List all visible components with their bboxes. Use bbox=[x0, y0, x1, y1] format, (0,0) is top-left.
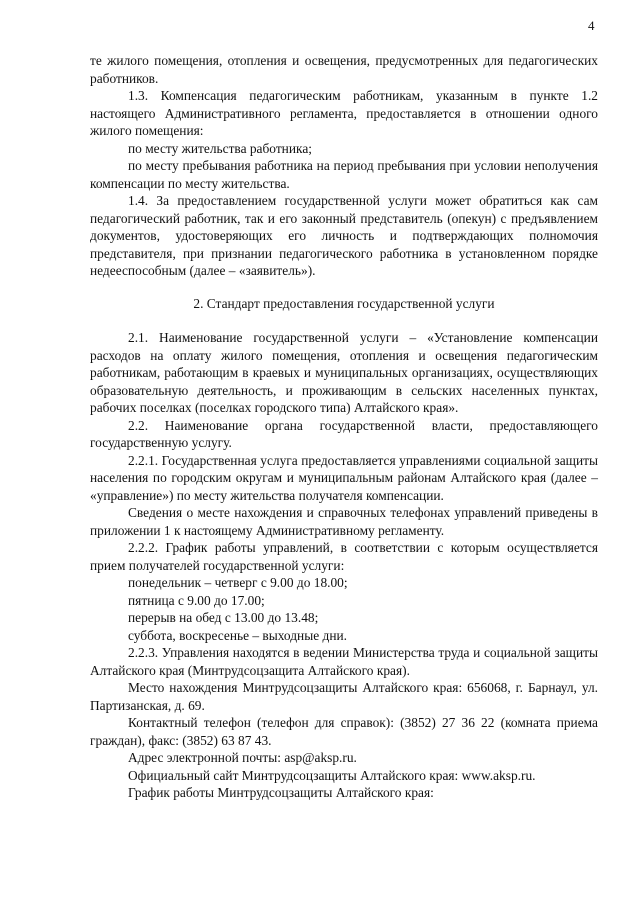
paragraph: 2.1. Наименование государственной услуги – «Установление компенсации расходов на оплату жилого помещения, отопления и освещения педагогическим работникам, работающим в краевых и муниципальных организациях, осуществляющих образовательную деятельность, и проживающим в сельских населенных пунктах, рабочих поселках (поселках городского типа) Алтайского края». bbox=[90, 330, 598, 415]
schedule-line: суббота, воскресенье – выходные дни. bbox=[128, 627, 347, 643]
paragraph: 2.2.3. Управления находятся в ведении Министерства труда и социальной защиты Алтайского края (Минтрудсоцзащита Алтайского края). bbox=[90, 645, 598, 678]
schedule-line: понедельник – четверг с 9.00 до 18.00; bbox=[128, 575, 348, 590]
section-heading: 2. Стандарт предоставления государственной услуги bbox=[193, 295, 495, 311]
paragraph: 1.4. За предоставлением государственной услуги может обратиться как сам педагогический работник, так и его законный представитель (опекун) с предъявлением документов, удостоверяющих его личность и подтверждающих полномочия представителя, при признании педагогического работника в установленном порядке недееспособным (далее – «заявитель»). bbox=[90, 193, 598, 278]
document-body bbox=[90, 52, 598, 802]
address-paragraph: Место нахождения Минтрудсоцзащиты Алтайского края: 656068, г. Барнаул, ул. Партизанская, д. 69. bbox=[90, 680, 598, 713]
paragraph: 2.2.1. Государственная услуга предоставляется управлениями социальной защиты населения по городским округам и муниципальным районам Алтайского края (далее – «управление») по месту жительства получателя компенсации. bbox=[90, 452, 598, 503]
paragraph: по месту пребывания работника на период пребывания при условии неполучения компенсации по месту жительства. bbox=[90, 158, 598, 191]
phone-paragraph: Контактный телефон (телефон для справок): (3852) 27 36 22 (комната приема граждан), факс: (3852) 63 87 43. bbox=[90, 715, 598, 748]
paragraph: те жилого помещения, отопления и освещения, предусмотренных для педагогических работников. bbox=[90, 53, 598, 86]
email-paragraph: Адрес электронной почты: asp@aksp.ru. bbox=[128, 750, 357, 765]
website-paragraph: Официальный сайт Минтрудсоцзащиты Алтайского края: www.aksp.ru. bbox=[128, 767, 536, 783]
paragraph: 2.2. Наименование органа государственной власти, предоставляющего государственную услугу. bbox=[90, 417, 598, 450]
page-number: 4 bbox=[588, 18, 595, 33]
schedule-line: пятница с 9.00 до 17.00; bbox=[128, 592, 265, 608]
paragraph: Сведения о месте нахождения и справочных телефонах управлений приведены в приложении 1 к настоящему Административному регламенту. bbox=[90, 505, 598, 538]
paragraph: График работы Минтрудсоцзащиты Алтайского края: bbox=[128, 785, 434, 800]
paragraph: 1.3. Компенсация педагогическим работникам, указанным в пункте 1.2 настоящего Административного регламента, предоставляется в отношении одного жилого помещения: bbox=[90, 88, 598, 138]
paragraph: по месту жительства работника; bbox=[128, 140, 312, 156]
schedule-line: перерыв на обед с 13.00 до 13.48; bbox=[128, 610, 319, 625]
paragraph: 2.2.2. График работы управлений, в соответствии с которым осуществляется прием получателей государственной услуги: bbox=[90, 540, 598, 573]
